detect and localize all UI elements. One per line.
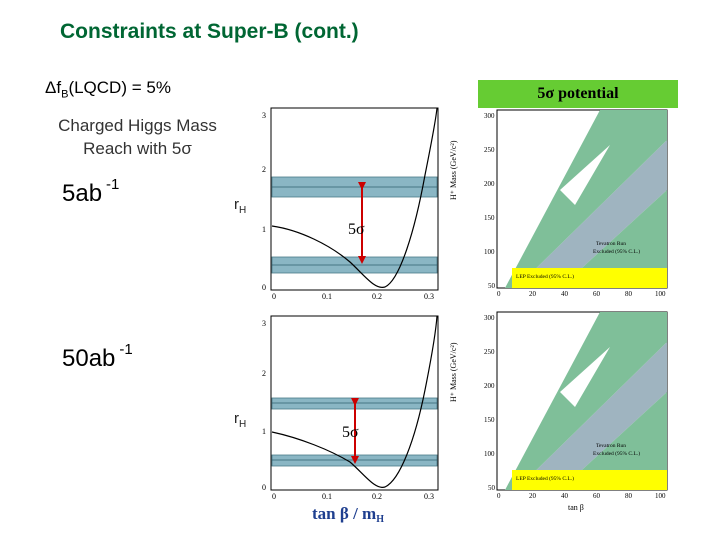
y-tick-label: 200 <box>484 382 495 390</box>
x-tick-label: 0.1 <box>322 292 332 301</box>
x-tick-label: 0.2 <box>372 292 382 301</box>
rh-subscript: H <box>239 205 247 216</box>
reach-line-1: Charged Higgs Mass <box>58 116 217 135</box>
luminosity-value: 50ab <box>62 345 116 372</box>
y-tick-label: 200 <box>484 180 495 188</box>
x-axis-label-subscript: H <box>376 514 384 525</box>
y-axis-label: H⁺ Mass (GeV/c²) <box>449 140 458 200</box>
x-tick-label: 0.2 <box>372 492 382 501</box>
rh-symbol: r <box>234 410 239 427</box>
legend-lep: LEP Excluded (95% C.L.) <box>516 274 574 280</box>
legend-excluded: Excluded (95% C.L.) <box>593 451 641 457</box>
rh-plot-bottom <box>262 316 438 501</box>
legend-lep: LEP Excluded (95% C.L.) <box>516 476 574 482</box>
y-tick-label: 100 <box>484 248 495 256</box>
y-tick-label: 1 <box>262 225 266 234</box>
x-tick-label: 80 <box>625 290 632 298</box>
rh-subscript: H <box>239 419 247 430</box>
legend-excluded: Excluded (95% C.L.) <box>593 249 641 255</box>
x-tick-label: 60 <box>593 492 600 500</box>
x-tick-label: 60 <box>593 290 600 298</box>
y-tick-label: 150 <box>484 416 495 424</box>
y-tick-label: 1 <box>262 427 266 436</box>
x-tick-label: 80 <box>625 492 632 500</box>
rh-symbol: r <box>234 196 239 213</box>
x-axis-label <box>312 504 384 525</box>
subtitle-rest: (LQCD) = 5% <box>68 78 171 97</box>
y-tick-label: 100 <box>484 450 495 458</box>
x-tick-label: 100 <box>655 492 666 500</box>
y-tick-label: 2 <box>262 369 266 378</box>
x-tick-label: 100 <box>655 290 666 298</box>
x-tick-label: 0.3 <box>424 292 434 301</box>
delta-symbol: Δ <box>45 78 57 97</box>
luminosity-value: 5ab <box>62 180 103 207</box>
legend-tevatron: Tevatron Run <box>596 443 627 449</box>
five-sigma-label: 5σ <box>342 424 359 441</box>
x-tick-label: 40 <box>561 492 568 500</box>
higgs-mass-plot-bottom <box>449 312 667 512</box>
luminosity-exponent: -1 <box>106 176 120 193</box>
y-tick-label: 250 <box>484 146 495 154</box>
x-tick-label: 40 <box>561 290 568 298</box>
y-tick-label: 0 <box>262 283 266 292</box>
y-tick-label: 300 <box>484 314 495 322</box>
five-sigma-label: 5σ <box>348 221 365 238</box>
y-tick-label: 50 <box>488 484 495 492</box>
x-axis-label-text: tan β / m <box>312 504 377 523</box>
y-tick-label: 300 <box>484 112 495 120</box>
page-title: Constraints at Super-B (cont.) <box>60 20 359 43</box>
x-tick-label: 0 <box>497 290 501 298</box>
x-tick-label: 0 <box>497 492 501 500</box>
y-axis-label: H⁺ Mass (GeV/c²) <box>449 342 458 402</box>
legend-tevatron: Tevatron Run <box>596 241 627 247</box>
y-tick-label: 250 <box>484 348 495 356</box>
x-axis-label: tan β <box>568 503 584 512</box>
f-symbol: f <box>56 78 62 97</box>
x-tick-label: 20 <box>529 290 536 298</box>
rh-plot-top <box>262 108 438 301</box>
y-tick-label: 50 <box>488 282 495 290</box>
y-tick-label: 3 <box>262 111 266 120</box>
y-tick-label: 0 <box>262 483 266 492</box>
five-sigma-potential-badge: 5σ potential <box>478 80 678 108</box>
x-tick-label: 0 <box>272 292 276 301</box>
x-tick-label: 0 <box>272 492 276 501</box>
f-subscript: B <box>61 88 69 101</box>
x-tick-label: 0.3 <box>424 492 434 501</box>
luminosity-exponent: -1 <box>119 341 133 358</box>
x-tick-label: 20 <box>529 492 536 500</box>
higgs-mass-plot-top <box>449 110 667 298</box>
x-tick-label: 0.1 <box>322 492 332 501</box>
y-tick-label: 150 <box>484 214 495 222</box>
y-tick-label: 2 <box>262 165 266 174</box>
reach-line-2: Reach with 5σ <box>83 139 192 158</box>
y-tick-label: 3 <box>262 319 266 328</box>
